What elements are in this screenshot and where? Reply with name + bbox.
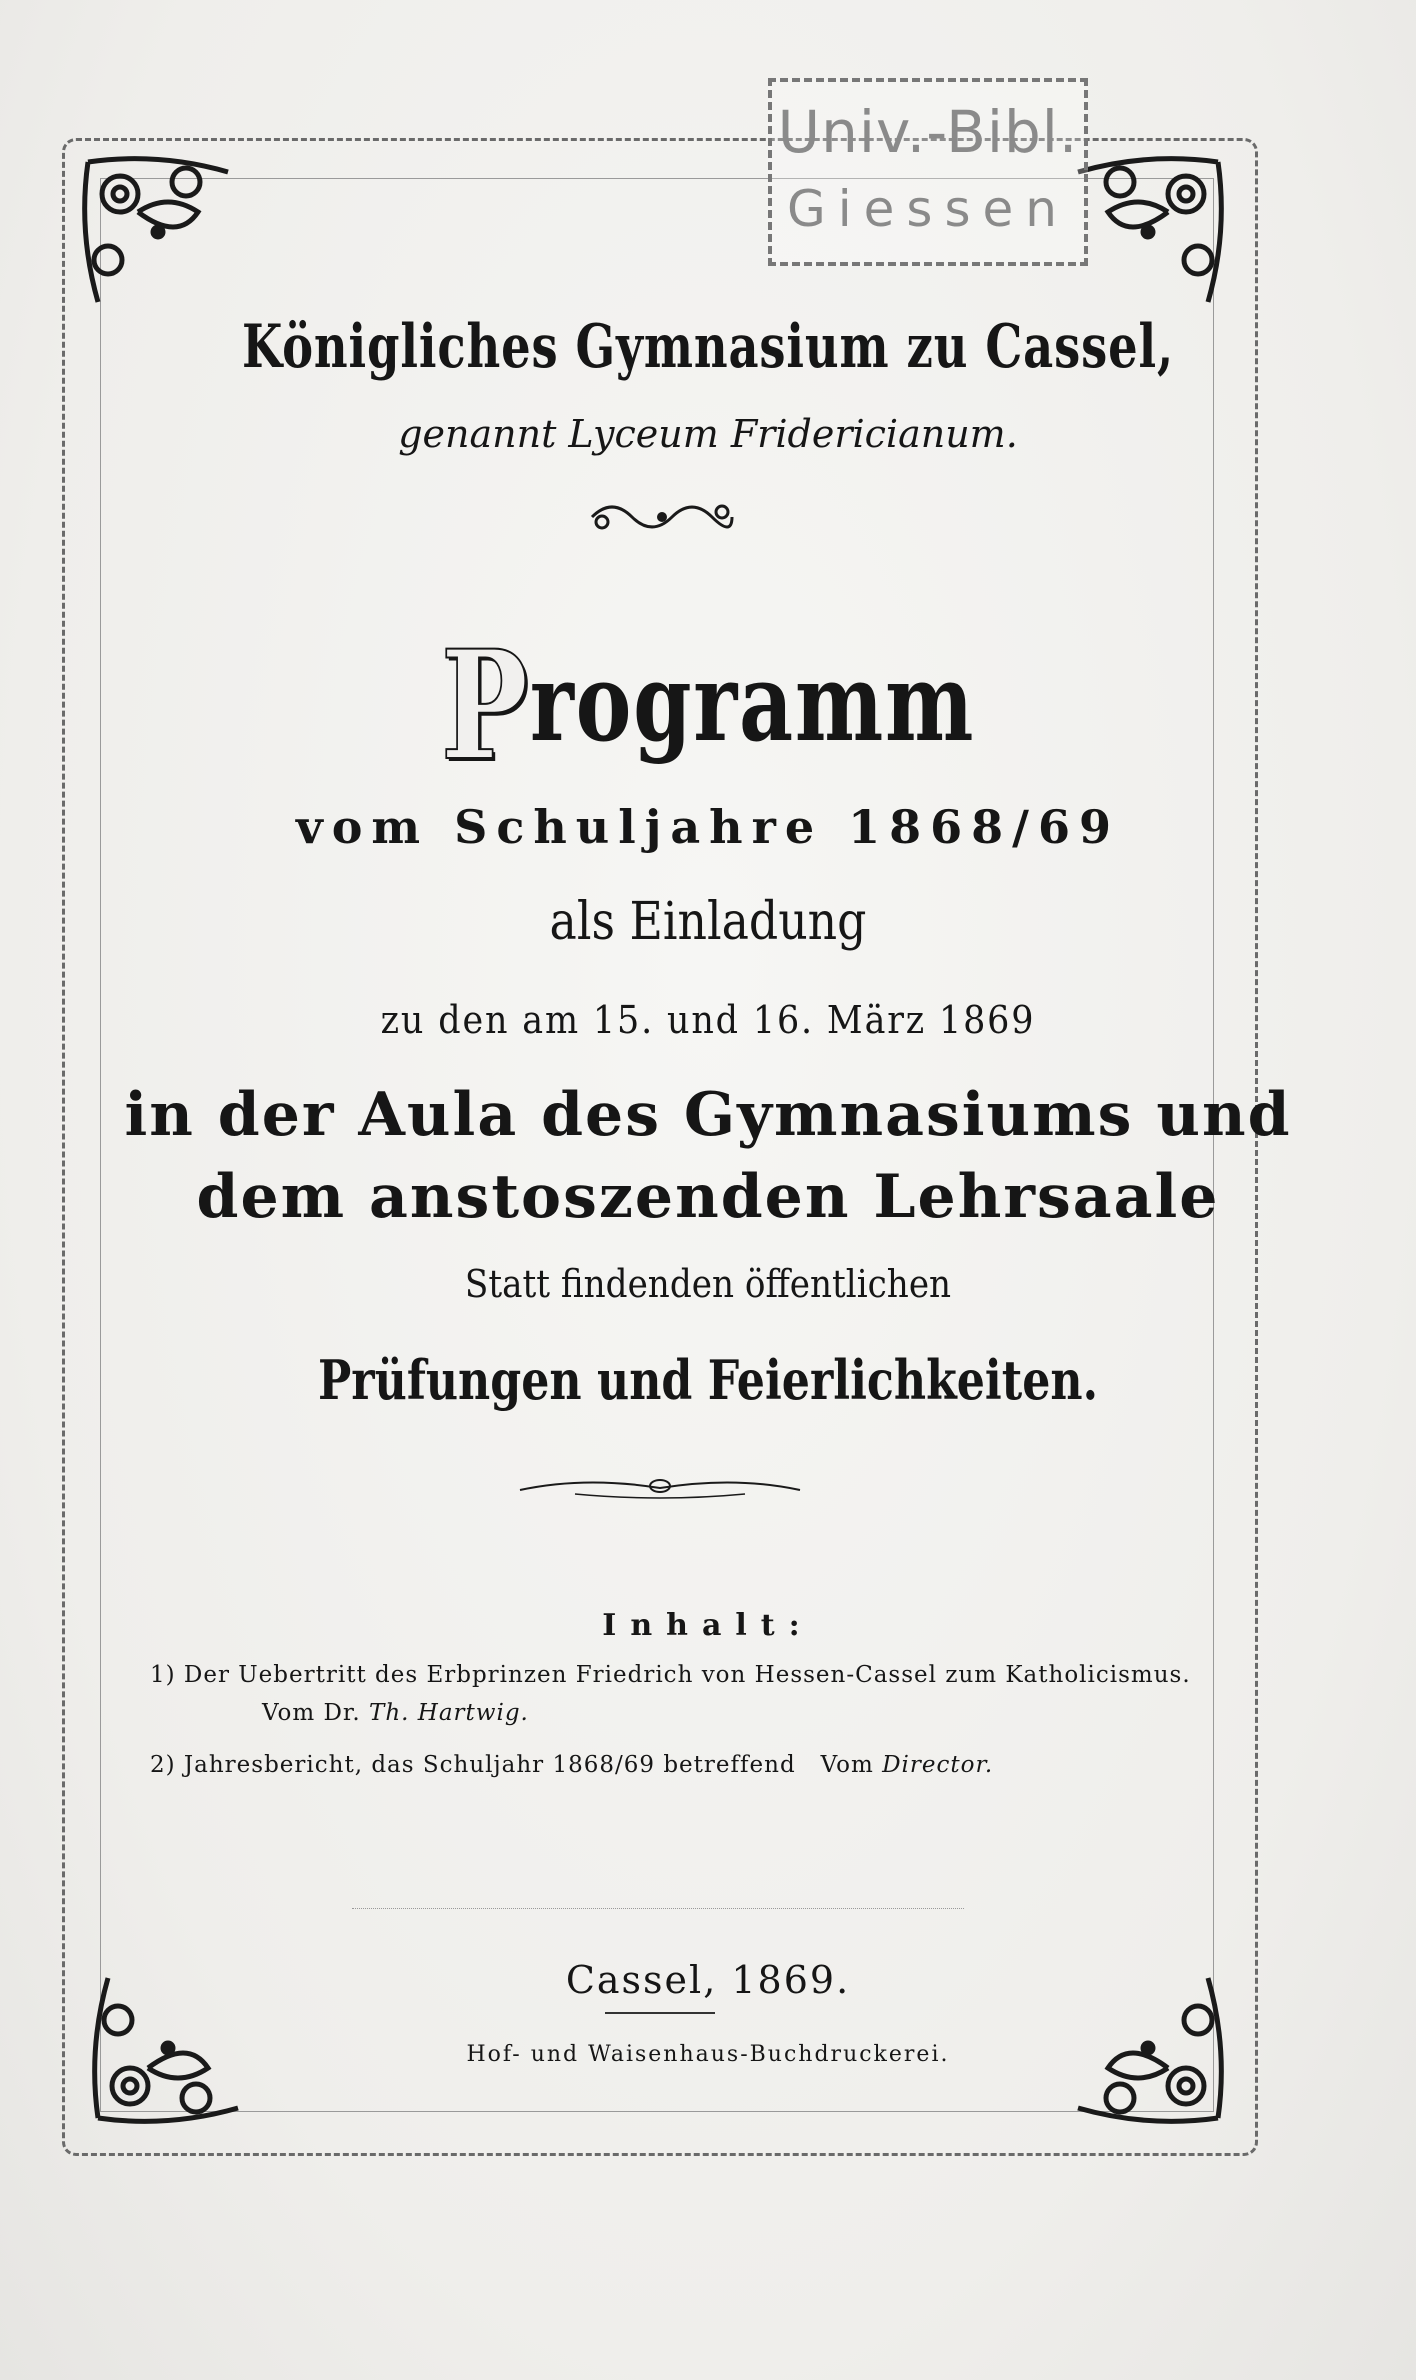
printer-imprint: Hof- und Waisenhaus-Buchdruckerei. bbox=[466, 2042, 950, 2067]
small-ornament-icon bbox=[582, 492, 742, 542]
library-stamp bbox=[768, 78, 1088, 266]
invitation-line: als Einladung bbox=[549, 892, 867, 952]
contents-item-1 bbox=[150, 1662, 1191, 1688]
programm-initial: P bbox=[440, 618, 530, 794]
item-author: Th. Hartwig. bbox=[369, 1700, 529, 1726]
corner-ornament-top-left bbox=[78, 152, 238, 312]
item-number: 1) bbox=[150, 1662, 176, 1688]
examinations-line: Prüfungen und Feierlichkeiten. bbox=[318, 1348, 1098, 1412]
contents-item-2 bbox=[150, 1752, 993, 1778]
divider bbox=[352, 1908, 964, 1909]
item-author: Director. bbox=[882, 1752, 994, 1778]
programm-heading bbox=[99, 618, 1317, 794]
school-subtitle: genannt Lyceum Fridericianum. bbox=[398, 412, 1018, 456]
byline-prefix: Vom Dr. bbox=[262, 1700, 361, 1726]
programm-rest: rogramm bbox=[529, 640, 976, 766]
school-year-line: vom Schuljahre 1868/69 bbox=[296, 800, 1120, 854]
contents-item-1-byline bbox=[262, 1700, 529, 1726]
contents-heading: Inhalt: bbox=[602, 1608, 814, 1643]
item-number: 2) bbox=[150, 1752, 176, 1778]
item-text: Der Uebertritt des Erbprinzen Friedrich von Hessen-Cassel zum Katholicismus. bbox=[183, 1662, 1191, 1688]
venue-line-1: in der Aula des Gymnasiums und bbox=[124, 1080, 1292, 1150]
ornamental-rule-icon bbox=[515, 1468, 805, 1508]
statt-line: Statt findenden öffentlichen bbox=[464, 1262, 952, 1306]
item-text: Jahresbericht, das Schuljahr 1868/69 betreffend bbox=[183, 1752, 796, 1778]
venue-line-2: dem anstoszenden Lehrsaale bbox=[196, 1162, 1220, 1232]
place-year: Cassel, 1869. bbox=[565, 1958, 851, 2002]
divider-short bbox=[605, 2012, 715, 2014]
byline-prefix: Vom bbox=[820, 1752, 874, 1778]
stamp-line-1: Univ.-Bibl. bbox=[777, 98, 1079, 166]
dates-line: zu den am 15. und 16. März 1869 bbox=[380, 998, 1036, 1042]
school-name: Königliches Gymnasium zu Cassel, bbox=[242, 312, 1174, 382]
stamp-line-2: Giessen bbox=[787, 180, 1069, 238]
corner-ornament-top-right bbox=[1068, 152, 1228, 312]
